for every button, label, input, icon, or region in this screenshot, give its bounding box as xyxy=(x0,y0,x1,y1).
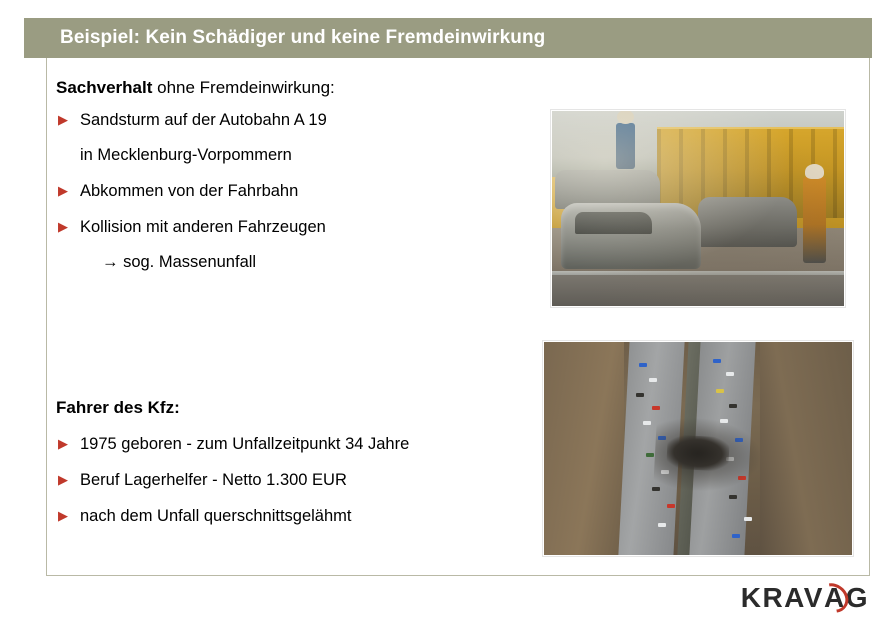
photo-top-dust-haze xyxy=(552,111,844,306)
title-accent-bar xyxy=(24,18,46,58)
photo-bottom-vehicle xyxy=(636,393,644,397)
photo-bottom-vehicle xyxy=(649,378,657,382)
bullet-marker-icon: ▶ xyxy=(58,472,68,487)
bullet-text: Kollision mit anderen Fahrzeugen xyxy=(80,218,326,236)
photo-bottom-field-right xyxy=(760,342,852,555)
photo-bottom-vehicle xyxy=(716,389,724,393)
bullet-marker-icon: ▶ xyxy=(58,183,68,198)
list-item xyxy=(56,504,536,528)
photo-top-graphic xyxy=(552,111,844,306)
logo-a-mark xyxy=(824,582,846,614)
bullet-subline: → sog. Massenunfall xyxy=(102,253,257,271)
photo-bottom-vehicle xyxy=(744,517,752,521)
photo-bottom-vehicle xyxy=(652,406,660,410)
photo-bottom-graphic xyxy=(544,342,852,555)
photo-bottom-vehicle xyxy=(713,359,721,363)
photo-bottom-vehicle xyxy=(667,504,675,508)
list-item xyxy=(56,432,536,456)
bullet-marker-icon: ▶ xyxy=(58,508,68,523)
photo-bottom-vehicle xyxy=(726,372,734,376)
facts-lead xyxy=(56,74,536,102)
logo-text-before: KRAV xyxy=(740,582,824,613)
photo-bottom-vehicle xyxy=(643,421,651,425)
photo-accident-burnt-vehicles xyxy=(551,110,845,307)
bullet-marker-icon: ▶ xyxy=(58,219,68,234)
driver-group xyxy=(56,398,536,540)
driver-bullet-list xyxy=(56,432,536,528)
list-item xyxy=(56,215,536,274)
photo-bottom-vehicle xyxy=(729,404,737,408)
bullet-text: Beruf Lagerhelfer - Netto 1.300 EUR xyxy=(80,471,347,489)
photo-bottom-vehicle xyxy=(732,534,740,538)
kravag-logo xyxy=(741,582,869,614)
bullet-text: 1975 geboren - zum Unfallzeitpunkt 34 Jahre xyxy=(80,435,410,453)
photo-bottom-field-left xyxy=(544,342,624,555)
photo-bottom-vehicle xyxy=(729,495,737,499)
bullet-text-wrap xyxy=(80,108,536,167)
bullet-text-continuation: in Mecklenburg-Vorpommern xyxy=(80,146,292,164)
bullet-text-wrap xyxy=(80,215,536,274)
bullet-text: Sandsturm auf der Autobahn A 19 xyxy=(80,111,327,129)
bullet-marker-icon: ▶ xyxy=(58,436,68,451)
photo-bottom-vehicle xyxy=(646,453,654,457)
slide-title-band xyxy=(46,18,872,58)
driver-heading: Fahrer des Kfz: xyxy=(56,398,180,417)
bullet-text: Abkommen von der Fahrbahn xyxy=(80,182,299,200)
bullet-marker-icon: ▶ xyxy=(58,112,68,127)
logo-text-after: G xyxy=(845,582,869,613)
list-item xyxy=(56,108,536,167)
photo-aerial-motorway-pileup xyxy=(543,341,853,556)
page-title: Beispiel: Kein Schädiger und keine Fremdeinwirkung xyxy=(60,27,546,48)
list-item xyxy=(56,468,536,492)
photo-bottom-vehicle xyxy=(658,523,666,527)
photo-bottom-smoke xyxy=(653,416,761,494)
bullet-text: nach dem Unfall querschnittsgelähmt xyxy=(80,507,352,525)
logo-text-mark: A xyxy=(823,582,846,613)
facts-lead-bold: Sachverhalt xyxy=(56,78,153,97)
facts-bullet-list xyxy=(56,108,536,274)
photo-bottom-vehicle xyxy=(639,363,647,367)
list-item xyxy=(56,179,536,203)
facts-group xyxy=(56,74,536,286)
facts-lead-rest: ohne Fremdeinwirkung: xyxy=(152,78,335,97)
